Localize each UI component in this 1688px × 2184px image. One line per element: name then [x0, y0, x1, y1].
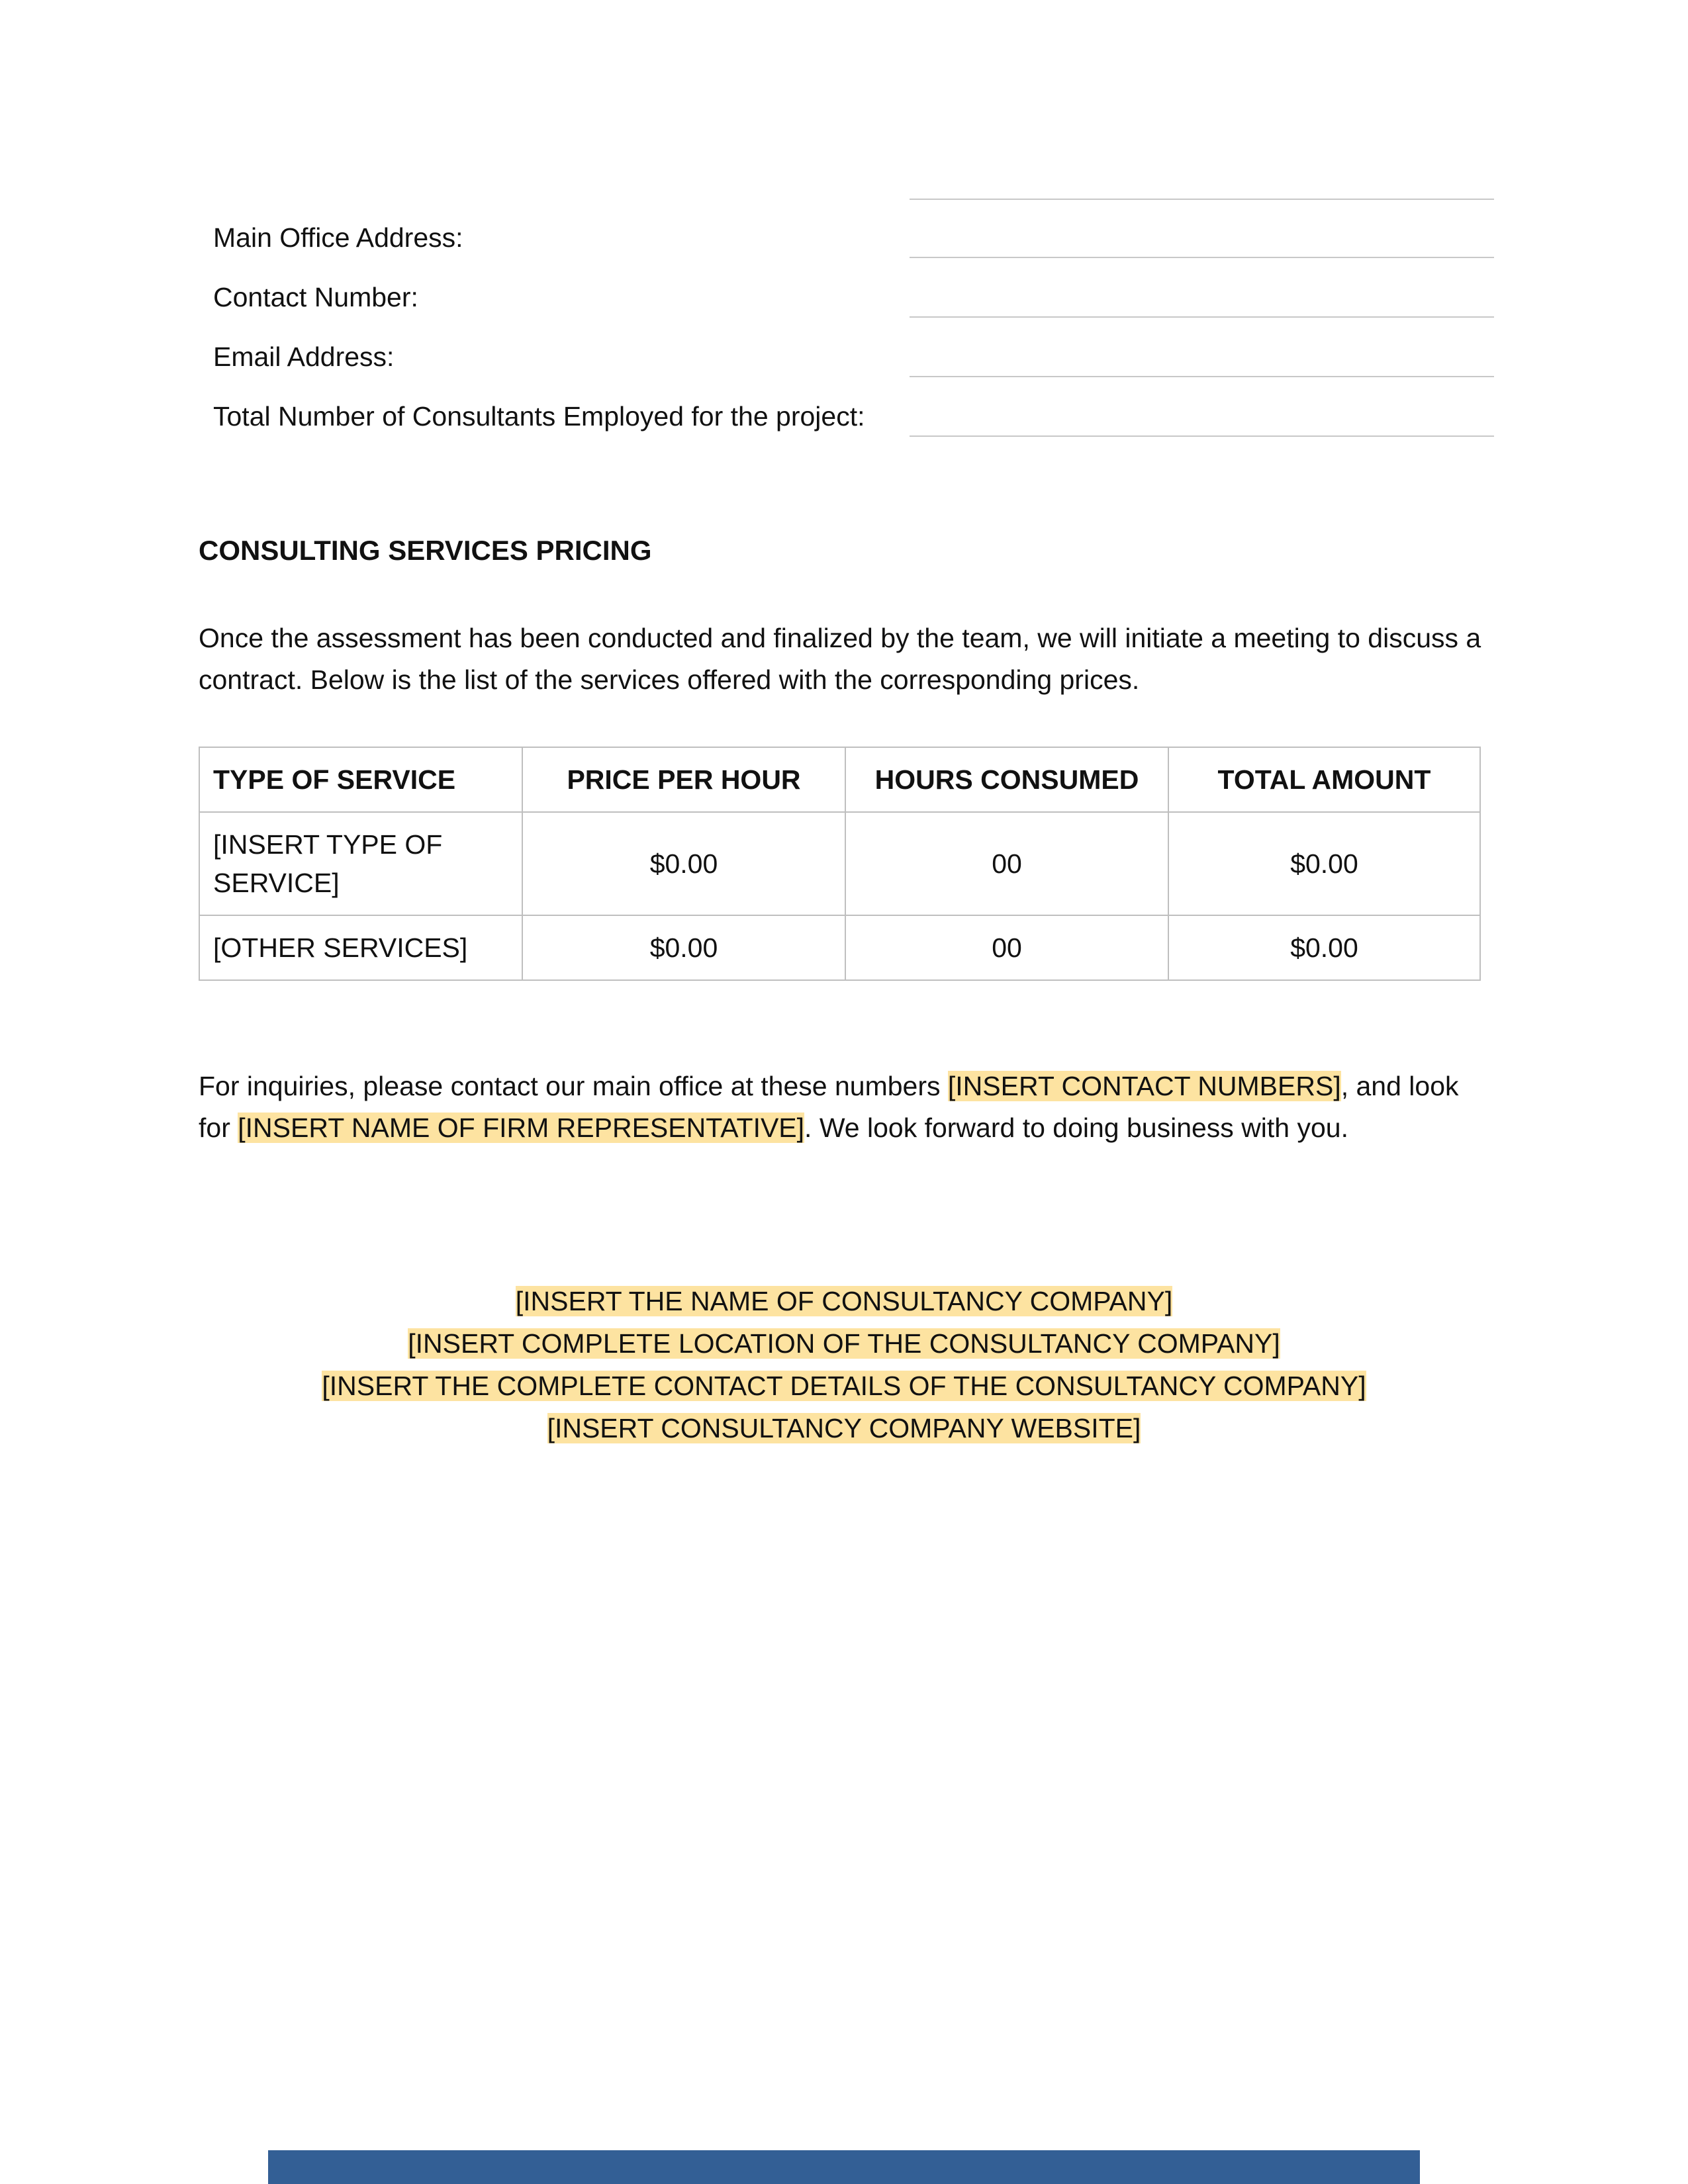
- pricing-intro-paragraph: Once the assessment has been conducted and finalized by the team, we will initiate a meeting to discuss a contract. Below is the list of the services offered with the corresponding prices.: [199, 623, 1481, 695]
- field-label-main-office-address: Main Office Address:: [213, 222, 463, 253]
- table-cell-service-type: [INSERT TYPE OF SERVICE]: [199, 812, 522, 915]
- pricing-table: [199, 747, 1481, 981]
- field-input-line-total-consultants[interactable]: [910, 435, 1494, 437]
- contact-numbers-placeholder: [INSERT CONTACT NUMBERS]: [947, 1071, 1341, 1101]
- inquiry-text-part-1: For inquiries, please contact our main office at these numbers: [199, 1071, 948, 1101]
- company-details-block: [0, 1280, 1688, 1449]
- company-website-placeholder: [INSERT CONSULTANCY COMPANY WEBSITE]: [547, 1413, 1141, 1443]
- table-cell-price-per-hour: $0.00: [522, 812, 845, 915]
- table-cell-service-type: [OTHER SERVICES]: [199, 915, 522, 980]
- table-row: [199, 812, 1480, 915]
- table-cell-hours-consumed: 00: [845, 812, 1168, 915]
- field-row-contact-number: [213, 258, 1494, 318]
- table-cell-price-per-hour: $0.00: [522, 915, 845, 980]
- table-header-row: [199, 747, 1480, 812]
- table-header-type-of-service: TYPE OF SERVICE: [199, 747, 522, 812]
- inquiry-paragraph: [199, 1066, 1496, 1149]
- inquiry-text-part-2: , and look for: [199, 1071, 1459, 1143]
- table-cell-total-amount: $0.00: [1168, 915, 1480, 980]
- company-location-placeholder: [INSERT COMPLETE LOCATION OF THE CONSULTANCY COMPANY]: [408, 1328, 1280, 1359]
- field-row-email-address: [213, 318, 1494, 377]
- footer-bar: [268, 2150, 1420, 2184]
- company-name-line: [0, 1280, 1688, 1322]
- field-label-email-address: Email Address:: [213, 341, 395, 372]
- inquiry-text-part-3: . We look forward to doing business with you.: [804, 1113, 1348, 1143]
- company-info-fields: [213, 199, 1494, 437]
- table-cell-hours-consumed: 00: [845, 915, 1168, 980]
- company-contact-line: [0, 1365, 1688, 1407]
- company-location-line: [0, 1322, 1688, 1365]
- company-contact-placeholder: [INSERT THE COMPLETE CONTACT DETAILS OF THE CONSULTANCY COMPANY]: [322, 1371, 1366, 1401]
- table-header-price-per-hour: PRICE PER HOUR: [522, 747, 845, 812]
- table-row: [199, 915, 1480, 980]
- table-header-total-amount: TOTAL AMOUNT: [1168, 747, 1480, 812]
- firm-representative-placeholder: [INSERT NAME OF FIRM REPRESENTATIVE]: [238, 1113, 805, 1143]
- field-label-total-consultants: Total Number of Consultants Employed for the project:: [213, 401, 865, 432]
- field-row-main-office-address: [213, 199, 1494, 258]
- company-website-line: [0, 1407, 1688, 1449]
- table-cell-total-amount: $0.00: [1168, 812, 1480, 915]
- field-row-total-consultants: [213, 377, 1494, 437]
- field-label-contact-number: Contact Number:: [213, 282, 418, 312]
- company-name-placeholder: [INSERT THE NAME OF CONSULTANCY COMPANY]: [515, 1286, 1173, 1316]
- table-header-hours-consumed: HOURS CONSUMED: [845, 747, 1168, 812]
- section-heading-pricing: CONSULTING SERVICES PRICING: [199, 535, 652, 566]
